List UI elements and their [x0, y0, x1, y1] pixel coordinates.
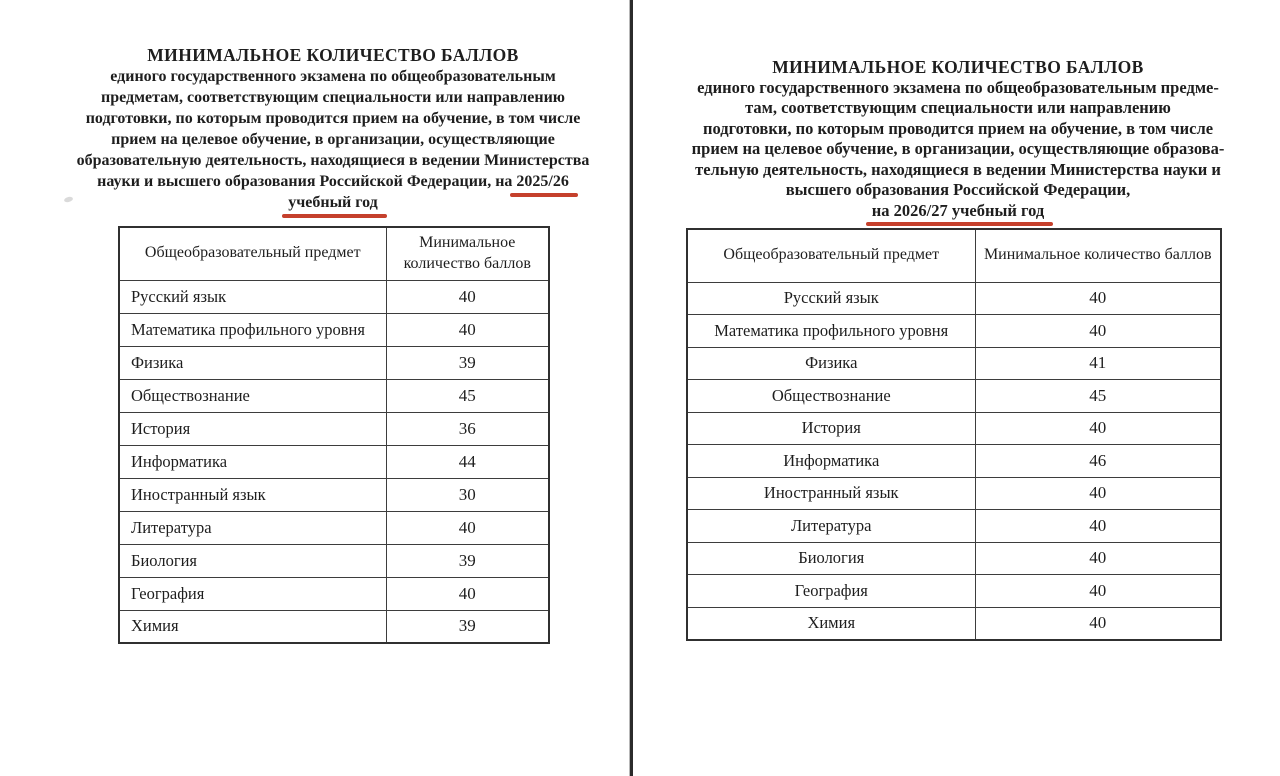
min-score-cell: 46 — [975, 445, 1221, 478]
subject-cell: Иностранный язык — [119, 478, 386, 511]
table-row — [119, 544, 549, 577]
score-column-header: Минимальное количество баллов — [975, 229, 1221, 282]
underlined-academic-year: 2025/26 — [516, 173, 569, 190]
subject-cell: Русский язык — [119, 280, 386, 313]
right-title-last-line — [644, 201, 1272, 222]
subject-cell: История — [119, 412, 386, 445]
table-row — [119, 379, 549, 412]
right-title-line: прием на целевое обучение, в организации, осуществляющие образова- — [691, 139, 1225, 158]
min-score-cell: 30 — [386, 478, 549, 511]
subject-cell: Литература — [687, 510, 975, 543]
table-row — [119, 577, 549, 610]
right-document-title — [644, 57, 1272, 221]
left-title-year-line — [26, 171, 640, 192]
min-score-cell: 39 — [386, 544, 549, 577]
table-row — [687, 575, 1221, 608]
left-document-title — [26, 45, 640, 213]
subject-cell: Биология — [119, 544, 386, 577]
left-title-line: единого государственного экзамена по общеобразовательным — [110, 68, 556, 85]
min-score-cell: 39 — [386, 346, 549, 379]
table-row — [119, 412, 549, 445]
header-row — [119, 227, 549, 280]
subject-cell: История — [687, 412, 975, 445]
subject-column-header: Общеобразовательный предмет — [119, 227, 386, 280]
min-score-cell: 45 — [386, 379, 549, 412]
table-row — [687, 282, 1221, 315]
right-min-scores-table — [686, 228, 1222, 641]
table-row — [687, 607, 1221, 640]
table-row — [687, 412, 1221, 445]
min-score-cell: 40 — [386, 511, 549, 544]
table-row — [119, 445, 549, 478]
min-score-cell: 40 — [975, 575, 1221, 608]
min-score-cell: 40 — [975, 282, 1221, 315]
min-score-cell: 40 — [386, 577, 549, 610]
subject-cell: Химия — [119, 610, 386, 643]
left-title-line: прием на целевое обучение, в организации, осуществляющие — [111, 131, 555, 148]
left-title-line: подготовки, по которым проводится прием на обучение, в том числе — [85, 110, 581, 127]
right-title-heading: МИНИМАЛЬНОЕ КОЛИЧЕСТВО БАЛЛОВ — [772, 57, 1144, 77]
table-row — [687, 477, 1221, 510]
min-score-cell: 40 — [975, 412, 1221, 445]
table-row — [687, 315, 1221, 348]
min-score-cell: 44 — [386, 445, 549, 478]
subject-cell: Математика профильного уровня — [687, 315, 975, 348]
subject-cell: Обществознание — [119, 379, 386, 412]
min-score-cell: 39 — [386, 610, 549, 643]
table-row — [687, 510, 1221, 543]
table-row — [119, 511, 549, 544]
subject-cell: Иностранный язык — [687, 477, 975, 510]
right-title-line: подготовки, по которым проводится прием на обучение, в том числе — [702, 118, 1214, 138]
left-title-line: образовательную деятельность, находящиеся в ведении Министерства — [76, 152, 590, 169]
min-score-cell: 40 — [386, 280, 549, 313]
right-title-line: единого государственного экзамена по общеобразовательным предме- — [697, 77, 1219, 97]
right-title-line: тельную деятельность, находящиеся в ведении Министерства науки и — [695, 159, 1221, 179]
right-title-line: там, соответствующим специальности или направлению — [745, 98, 1171, 117]
min-score-cell: 40 — [975, 477, 1221, 510]
subject-cell: Литература — [119, 511, 386, 544]
left-title-line: предметам, соответствующим специальности или направлению — [100, 89, 566, 106]
table-row — [687, 542, 1221, 575]
subject-cell: Информатика — [119, 445, 386, 478]
subject-cell: География — [119, 577, 386, 610]
table-row — [119, 610, 549, 643]
score-column-header: Минимальное количество баллов — [386, 227, 549, 280]
subject-cell: Обществознание — [687, 380, 975, 413]
min-score-cell: 41 — [975, 347, 1221, 380]
min-score-cell: 40 — [975, 315, 1221, 348]
table-row — [119, 313, 549, 346]
table-row — [119, 280, 549, 313]
subject-cell: Биология — [687, 542, 975, 575]
subject-cell: Русский язык — [687, 282, 975, 315]
table-row — [119, 346, 549, 379]
header-row — [687, 229, 1221, 282]
min-score-cell: 40 — [975, 542, 1221, 575]
underlined-uchebny-god: учебный год — [288, 194, 378, 211]
min-score-cell: 40 — [975, 510, 1221, 543]
left-min-scores-table — [118, 226, 550, 644]
left-title-year-prefix: науки и высшего образования Российской Федерации, на — [97, 173, 517, 190]
page-separator-line — [630, 0, 633, 776]
table-row — [687, 445, 1221, 478]
left-title-heading: МИНИМАЛЬНОЕ КОЛИЧЕСТВО БАЛЛОВ — [147, 45, 519, 65]
subject-cell: Химия — [687, 607, 975, 640]
subject-cell: Физика — [687, 347, 975, 380]
right-title-line: высшего образования Российской Федерации, — [785, 180, 1131, 199]
subject-cell: География — [687, 575, 975, 608]
subject-cell: Математика профильного уровня — [119, 313, 386, 346]
min-score-cell: 45 — [975, 380, 1221, 413]
table-row — [687, 347, 1221, 380]
min-score-cell: 40 — [975, 607, 1221, 640]
min-score-cell: 36 — [386, 412, 549, 445]
subject-cell: Информатика — [687, 445, 975, 478]
underlined-academic-year: на 2026/27 учебный год — [871, 200, 1045, 220]
subject-cell: Физика — [119, 346, 386, 379]
table-row — [687, 380, 1221, 413]
subject-column-header: Общеобразовательный предмет — [687, 229, 975, 282]
table-row — [119, 478, 549, 511]
min-score-cell: 40 — [386, 313, 549, 346]
